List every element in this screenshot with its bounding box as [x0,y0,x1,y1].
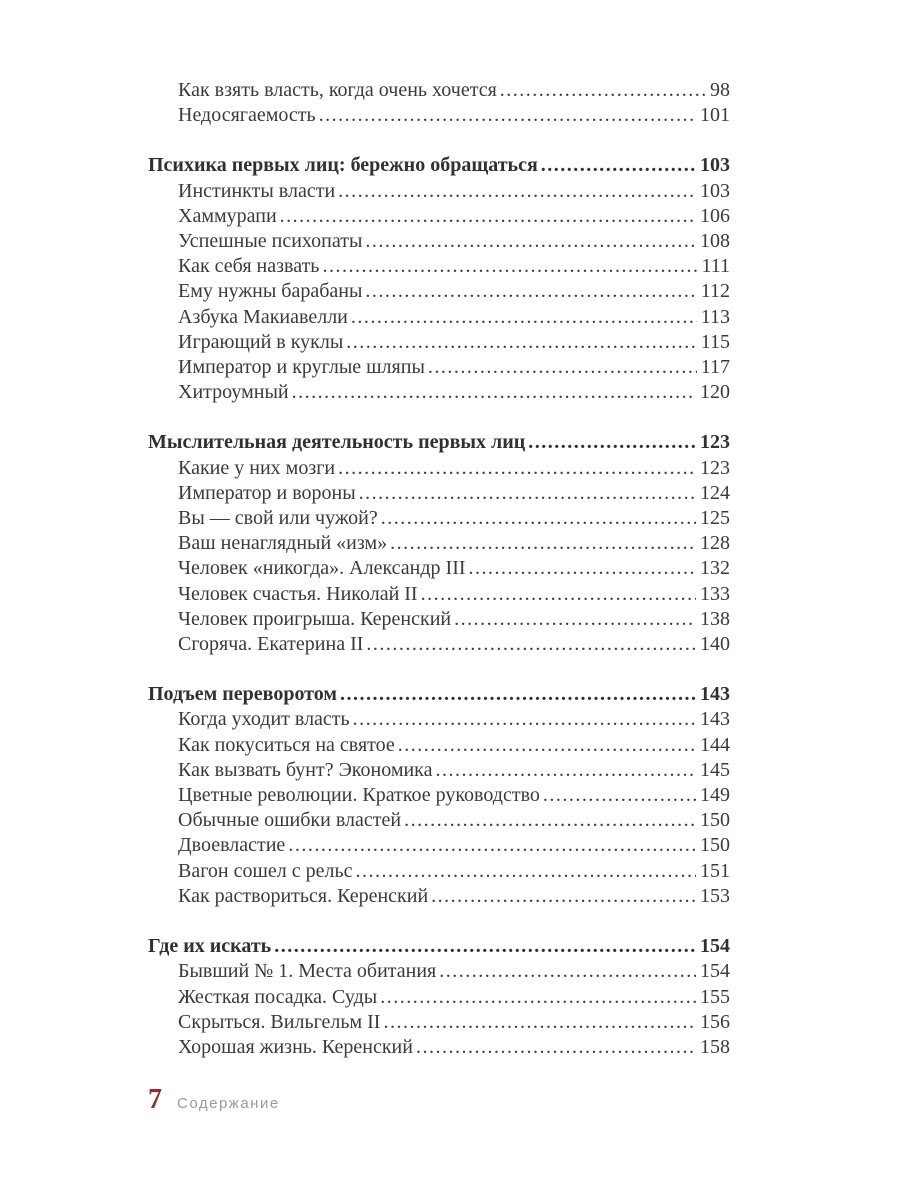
toc-entry [148,481,730,506]
toc-entry-page: 101 [700,104,730,127]
toc-section [148,430,730,657]
toc-entry [148,833,730,858]
toc-entry-page: 111 [701,255,730,278]
toc-entry-page: 133 [700,582,730,605]
toc-entry-title: Император и вороны [178,481,356,504]
toc-section [148,153,730,405]
toc-entry [148,607,730,632]
toc-leader-dots [383,1010,696,1035]
toc-entry-title: Ему нужны барабаны [178,280,363,303]
toc-entry-page: 128 [700,532,730,555]
toc-entry-page: 132 [700,557,730,580]
toc-leader-dots [292,380,696,405]
toc-entry-page: 113 [700,305,730,328]
toc-leader-dots [322,254,697,279]
toc-leader-dots [469,556,696,581]
toc-entry-title: Вагон сошел с рельс [178,859,353,882]
toc-entry-page: 120 [700,381,730,404]
toc-entry [148,733,730,758]
toc-entry-page: 154 [700,960,730,983]
toc-section-heading [148,430,730,455]
toc-leader-dots [543,783,696,808]
toc-entry-page: 124 [700,481,730,504]
toc-heading-title: Где их искать [148,935,272,958]
toc-section-heading [148,682,730,707]
toc-entry-title: Когда уходит власть [178,708,350,731]
toc-entry-page: 138 [700,607,730,630]
footer-page-number: 7 [148,1084,162,1115]
toc-entry-page: 106 [700,204,730,227]
toc-entry-page: 112 [700,280,730,303]
toc-section [148,682,730,909]
toc-entry-page: 156 [700,1010,730,1033]
toc-leader-dots [365,229,696,254]
toc-entry-page: 103 [700,179,730,202]
toc-leader-dots [356,859,697,884]
toc-entry-title: Азбука Макиавелли [178,305,348,328]
toc-entry [148,1035,730,1060]
toc-entry-title: Цветные революции. Краткое руководство [178,784,540,807]
toc-entry [148,632,730,657]
toc-leader-dots [346,330,696,355]
toc-entry-page: 140 [700,633,730,656]
page-footer [148,1084,280,1116]
toc-entry [148,506,730,531]
toc-entry-title: Человек проигрыша. Керенский [178,607,452,630]
toc-heading-title: Мыслительная деятельность первых лиц [148,431,526,454]
toc-leader-dots [404,808,696,833]
toc-entry [148,582,730,607]
toc-entry [148,556,730,581]
toc-entry-page: 149 [700,784,730,807]
toc-leader-dots [274,934,696,959]
toc-heading-page: 103 [700,154,730,177]
toc-entry-title: Человек счастья. Николай II [178,582,418,605]
toc-leader-dots [528,430,696,455]
toc-entry [148,305,730,330]
toc-entry [148,783,730,808]
toc-leader-dots [421,582,696,607]
toc-heading-page: 123 [700,431,730,454]
toc-entry-title: Сгоряча. Екатерина II [178,633,364,656]
toc-section-heading [148,934,730,959]
toc-entry-title: Как себя назвать [178,255,320,278]
toc-entry [148,1010,730,1035]
toc-entry-title: Ваш ненаглядный «изм» [178,532,388,555]
toc-entry-page: 150 [700,809,730,832]
toc-entry [148,330,730,355]
toc-leader-dots [454,607,696,632]
toc-entry-title: Успешные психопаты [178,230,363,253]
toc-entry [148,229,730,254]
toc-entry-page: 144 [700,733,730,756]
toc-entry-page: 108 [700,230,730,253]
table-of-contents [148,78,730,1060]
toc-leader-dots [351,305,697,330]
toc-entry-title: Инстинкты власти [178,179,336,202]
toc-entry [148,204,730,229]
toc-entry-page: 143 [700,708,730,731]
toc-leader-dots [353,707,696,732]
toc-section [148,934,730,1060]
toc-entry-title: Играющий в куклы [178,330,344,353]
toc-entry [148,279,730,304]
toc-entry [148,985,730,1010]
toc-leader-dots [366,632,696,657]
toc-leader-dots [359,481,696,506]
toc-entry [148,355,730,380]
toc-entry-title: Как покуситься на святое [178,733,395,756]
toc-leader-dots [398,733,696,758]
toc-entry-page: 150 [700,834,730,857]
toc-entry [148,78,730,103]
toc-entry [148,179,730,204]
toc-leader-dots [340,682,696,707]
toc-entry-title: Бывший № 1. Места обитания [178,960,437,983]
toc-heading-page: 143 [700,683,730,706]
toc-entry [148,254,730,279]
toc-leader-dots [288,833,696,858]
toc-entry [148,884,730,909]
toc-section [148,78,730,128]
toc-entry-title: Вы — свой или чужой? [178,507,378,530]
toc-leader-dots [319,103,696,128]
toc-entry [148,707,730,732]
toc-leader-dots [416,1035,696,1060]
toc-leader-dots [390,531,696,556]
toc-entry-page: 117 [700,356,730,379]
toc-entry-title: Хаммурапи [178,204,277,227]
toc-entry-page: 155 [700,985,730,1008]
toc-entry-title: Какие у них мозги [178,456,336,479]
toc-entry-title: Недосягаемость [178,104,316,127]
toc-entry-title: Император и круглые шляпы [178,356,425,379]
toc-entry [148,758,730,783]
toc-entry [148,456,730,481]
toc-entry-title: Скрыться. Вильгельм II [178,1010,381,1033]
toc-entry-title: Как вызвать бунт? Экономика [178,758,433,781]
toc-entry-title: Как взять власть, когда очень хочется [178,79,497,101]
toc-entry-page: 158 [700,1035,730,1058]
toc-entry-title: Хитроумный [178,381,289,404]
toc-entry-title: Обычные ошибки властей [178,809,402,832]
toc-leader-dots [380,985,696,1010]
toc-entry-title: Как раствориться. Керенский [178,884,429,907]
toc-entry-page: 123 [700,456,730,479]
toc-entry-page: 98 [710,79,730,101]
toc-section-heading [148,153,730,178]
toc-leader-dots [439,959,696,984]
toc-entry [148,859,730,884]
toc-leader-dots [280,204,696,229]
toc-entry-title: Двоевластие [178,834,286,857]
toc-entry-page: 125 [700,507,730,530]
toc-entry [148,808,730,833]
toc-heading-title: Психика первых лиц: бережно обращаться [148,154,538,177]
toc-entry [148,103,730,128]
toc-leader-dots [338,179,696,204]
toc-entry-title: Хорошая жизнь. Керенский [178,1035,413,1058]
toc-entry [148,380,730,405]
toc-entry-title: Жесткая посадка. Суды [178,985,378,1008]
toc-leader-dots [435,758,696,783]
toc-leader-dots [338,456,696,481]
toc-leader-dots [428,355,697,380]
toc-entry-page: 153 [700,884,730,907]
toc-leader-dots [365,279,696,304]
toc-entry-page: 115 [700,330,730,353]
toc-leader-dots [431,884,696,909]
toc-entry [148,531,730,556]
toc-heading-page: 154 [700,935,730,958]
toc-leader-dots [500,78,706,103]
toc-leader-dots [541,153,696,178]
toc-heading-title: Подъем переворотом [148,683,337,706]
toc-entry-page: 151 [700,859,730,882]
toc-entry-page: 145 [700,758,730,781]
footer-section-label: Содержание [177,1095,280,1112]
toc-entry-title: Человек «никогда». Александр III [178,557,466,580]
toc-leader-dots [381,506,696,531]
toc-entry [148,959,730,984]
